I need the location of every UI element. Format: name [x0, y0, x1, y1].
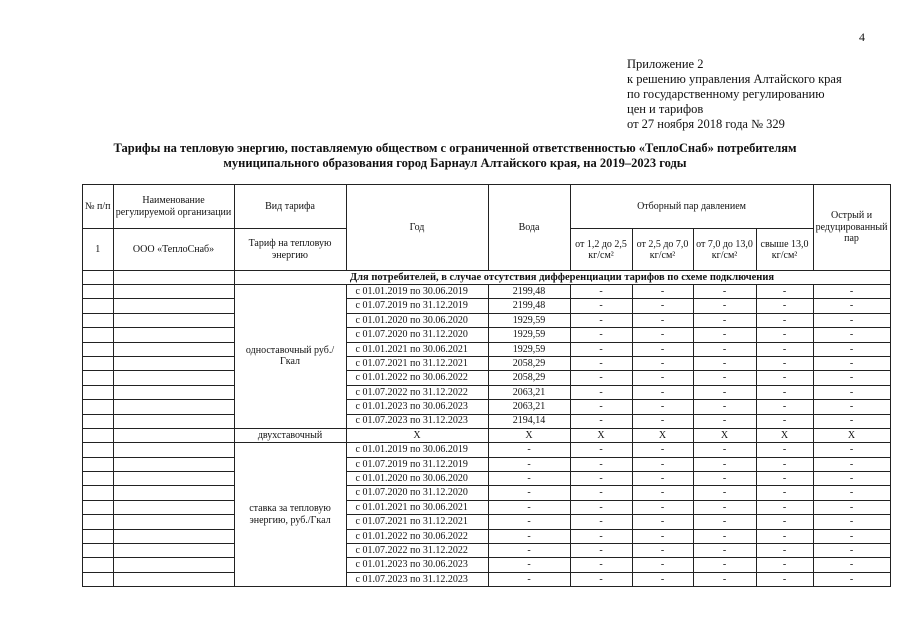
empty-cell [83, 400, 114, 414]
header-steam-2: от 2,5 до 7,0 кг/см² [632, 229, 693, 271]
energy-rate-row [83, 515, 891, 529]
steam-4-value: - [756, 356, 813, 370]
steam-3-value: - [693, 285, 756, 299]
document-title [80, 141, 830, 171]
empty-cell [83, 385, 114, 399]
steam-4-value: - [756, 299, 813, 313]
steam-2-value: - [632, 371, 693, 385]
single-rate-rows [83, 285, 891, 429]
empty-cell [113, 544, 234, 558]
water-value: 2199,48 [488, 285, 570, 299]
period-cell: с 01.01.2021 по 30.06.2021 [346, 500, 488, 514]
steam-4-value: - [756, 342, 813, 356]
empty-cell [113, 428, 234, 442]
tariff-table [82, 184, 891, 587]
steam-2-value: - [632, 328, 693, 342]
empty-cell [113, 515, 234, 529]
steam-1-value: - [570, 313, 632, 327]
period-cell: с 01.07.2021 по 31.12.2021 [346, 515, 488, 529]
steam-1-value: - [570, 328, 632, 342]
steam-4-value: - [756, 558, 813, 572]
period-cell: с 01.07.2022 по 31.12.2022 [346, 385, 488, 399]
water-value: - [488, 544, 570, 558]
period-cell: с 01.07.2023 по 31.12.2023 [346, 572, 488, 586]
two-rate-value: X [570, 428, 632, 442]
energy-rate-row [83, 472, 891, 486]
steam-2-value: - [632, 285, 693, 299]
two-rate-value: X [346, 428, 488, 442]
water-value: - [488, 486, 570, 500]
steam-4-value: - [756, 443, 813, 457]
period-cell: с 01.07.2021 по 31.12.2021 [346, 356, 488, 370]
steam-1-value: - [570, 472, 632, 486]
empty-cell [113, 486, 234, 500]
empty-cell [113, 500, 234, 514]
water-value: 1929,59 [488, 342, 570, 356]
steam-4-value: - [756, 414, 813, 428]
water-value: - [488, 558, 570, 572]
period-cell: с 01.07.2023 по 31.12.2023 [346, 414, 488, 428]
steam-2-value: - [632, 356, 693, 370]
info-num: 1 [83, 229, 114, 271]
single-rate-row [83, 385, 891, 399]
period-cell: с 01.07.2022 по 31.12.2022 [346, 544, 488, 558]
appendix-block [627, 57, 842, 132]
water-value: 1929,59 [488, 328, 570, 342]
steam-1-value: - [570, 558, 632, 572]
empty-cell [83, 428, 114, 442]
two-rate-value: X [488, 428, 570, 442]
empty-cell [83, 500, 114, 514]
sharp-steam-value: - [813, 299, 890, 313]
period-cell: с 01.07.2019 по 31.12.2019 [346, 457, 488, 471]
steam-1-value: - [570, 515, 632, 529]
steam-4-value: - [756, 328, 813, 342]
steam-1-value: - [570, 443, 632, 457]
header-steam-4: свыше 13,0 кг/см² [756, 229, 813, 271]
water-value: 2194,14 [488, 414, 570, 428]
two-rate-row [83, 428, 891, 442]
empty-cell [113, 572, 234, 586]
empty-cell [113, 328, 234, 342]
document-title-line-1: Тарифы на тепловую энергию, поставляемую обществом с ограниченной ответственностью «ТеплоСнаб» потребителям [113, 141, 797, 155]
sharp-steam-value: - [813, 414, 890, 428]
period-cell: с 01.01.2022 по 30.06.2022 [346, 371, 488, 385]
header-steam-group: Отборный пар давлением [570, 185, 813, 229]
sharp-steam-value: - [813, 457, 890, 471]
empty-cell [113, 558, 234, 572]
single-rate-row [83, 342, 891, 356]
steam-4-value: - [756, 385, 813, 399]
empty-cell [113, 285, 234, 299]
empty-cell [83, 271, 114, 285]
empty-cell [113, 356, 234, 370]
steam-1-value: - [570, 285, 632, 299]
empty-cell [113, 443, 234, 457]
steam-1-value: - [570, 400, 632, 414]
steam-3-value: - [693, 472, 756, 486]
empty-cell [113, 313, 234, 327]
empty-cell [83, 299, 114, 313]
energy-rate-row [83, 544, 891, 558]
period-cell: с 01.01.2021 по 30.06.2021 [346, 342, 488, 356]
period-cell: с 01.01.2020 по 30.06.2020 [346, 472, 488, 486]
two-rate-label: двухставочный [234, 428, 346, 442]
header-num: № п/п [83, 185, 114, 229]
sharp-steam-value: - [813, 285, 890, 299]
steam-3-value: - [693, 400, 756, 414]
two-rate-value: X [756, 428, 813, 442]
appendix-line: цен и тарифов [627, 102, 704, 116]
steam-3-value: - [693, 544, 756, 558]
header-org: Наименование регулируемой организации [113, 185, 234, 229]
steam-2-value: - [632, 313, 693, 327]
appendix-line: по государственному регулированию [627, 87, 825, 101]
sharp-steam-value: - [813, 385, 890, 399]
steam-4-value: - [756, 285, 813, 299]
empty-cell [113, 400, 234, 414]
steam-3-value: - [693, 356, 756, 370]
water-value: 2058,29 [488, 371, 570, 385]
header-sharp-steam: Острый и редуцированный пар [813, 185, 890, 271]
empty-cell [83, 457, 114, 471]
period-cell: с 01.01.2019 по 30.06.2019 [346, 285, 488, 299]
header-steam-1: от 1,2 до 2,5 кг/см² [570, 229, 632, 271]
info-org: ООО «ТеплоСнаб» [113, 229, 234, 271]
empty-cell [113, 529, 234, 543]
steam-1-value: - [570, 414, 632, 428]
sharp-steam-value: - [813, 544, 890, 558]
empty-cell [83, 472, 114, 486]
steam-2-value: - [632, 515, 693, 529]
steam-1-value: - [570, 529, 632, 543]
single-rate-row [83, 328, 891, 342]
steam-4-value: - [756, 544, 813, 558]
energy-rate-row [83, 529, 891, 543]
steam-3-value: - [693, 558, 756, 572]
steam-2-value: - [632, 443, 693, 457]
period-cell: с 01.07.2020 по 31.12.2020 [346, 486, 488, 500]
water-value: - [488, 515, 570, 529]
steam-2-value: - [632, 472, 693, 486]
steam-4-value: - [756, 486, 813, 500]
two-rate-value: X [813, 428, 890, 442]
sharp-steam-value: - [813, 500, 890, 514]
single-rate-row [83, 299, 891, 313]
steam-2-value: - [632, 400, 693, 414]
sharp-steam-value: - [813, 529, 890, 543]
steam-2-value: - [632, 572, 693, 586]
energy-rate-row [83, 443, 891, 457]
steam-4-value: - [756, 472, 813, 486]
energy-rate-row [83, 572, 891, 586]
steam-1-value: - [570, 486, 632, 500]
empty-cell [83, 414, 114, 428]
energy-rate-row [83, 558, 891, 572]
sharp-steam-value: - [813, 486, 890, 500]
steam-1-value: - [570, 356, 632, 370]
empty-cell [83, 515, 114, 529]
steam-2-value: - [632, 342, 693, 356]
info-tariff-type: Тариф на тепловую энергию [234, 229, 346, 271]
steam-3-value: - [693, 371, 756, 385]
water-value: - [488, 457, 570, 471]
empty-cell [83, 443, 114, 457]
steam-2-value: - [632, 414, 693, 428]
steam-2-value: - [632, 486, 693, 500]
water-value: - [488, 472, 570, 486]
header-row [83, 185, 891, 229]
sharp-steam-value: - [813, 328, 890, 342]
period-cell: с 01.07.2019 по 31.12.2019 [346, 299, 488, 313]
period-cell: с 01.01.2023 по 30.06.2023 [346, 558, 488, 572]
period-cell: с 01.01.2019 по 30.06.2019 [346, 443, 488, 457]
section-label: Для потребителей, в случае отсутствия дифференциации тарифов по схеме подключения [234, 271, 890, 285]
energy-rate-rows [83, 443, 891, 587]
single-rate-label: одноставочный руб./Гкал [234, 285, 346, 429]
empty-cell [83, 328, 114, 342]
empty-cell [113, 472, 234, 486]
single-rate-row [83, 400, 891, 414]
empty-cell [113, 271, 234, 285]
steam-1-value: - [570, 572, 632, 586]
single-rate-row [83, 371, 891, 385]
steam-3-value: - [693, 443, 756, 457]
steam-3-value: - [693, 385, 756, 399]
empty-cell [83, 572, 114, 586]
sharp-steam-value: - [813, 371, 890, 385]
sharp-steam-value: - [813, 313, 890, 327]
section-row [83, 271, 891, 285]
single-rate-row [83, 285, 891, 299]
empty-cell [83, 342, 114, 356]
energy-rate-row [83, 500, 891, 514]
empty-cell [113, 457, 234, 471]
empty-cell [83, 285, 114, 299]
page-number: 4 [859, 30, 865, 44]
steam-3-value: - [693, 299, 756, 313]
steam-4-value: - [756, 515, 813, 529]
empty-cell [83, 486, 114, 500]
water-value: - [488, 529, 570, 543]
steam-4-value: - [756, 572, 813, 586]
steam-3-value: - [693, 414, 756, 428]
water-value: 2058,29 [488, 356, 570, 370]
water-value: 2199,48 [488, 299, 570, 313]
steam-2-value: - [632, 299, 693, 313]
steam-1-value: - [570, 342, 632, 356]
empty-cell [83, 371, 114, 385]
empty-cell [113, 299, 234, 313]
steam-3-value: - [693, 486, 756, 500]
period-cell: с 01.01.2020 по 30.06.2020 [346, 313, 488, 327]
steam-3-value: - [693, 313, 756, 327]
sharp-steam-value: - [813, 443, 890, 457]
steam-2-value: - [632, 385, 693, 399]
sharp-steam-value: - [813, 572, 890, 586]
period-cell: с 01.01.2023 по 30.06.2023 [346, 400, 488, 414]
steam-2-value: - [632, 529, 693, 543]
empty-cell [113, 371, 234, 385]
sharp-steam-value: - [813, 400, 890, 414]
sharp-steam-value: - [813, 356, 890, 370]
two-rate-value: X [632, 428, 693, 442]
steam-1-value: - [570, 385, 632, 399]
sharp-steam-value: - [813, 515, 890, 529]
appendix-line: к решению управления Алтайского края [627, 72, 842, 86]
steam-1-value: - [570, 500, 632, 514]
empty-cell [83, 558, 114, 572]
steam-2-value: - [632, 544, 693, 558]
header-water: Вода [488, 185, 570, 271]
steam-2-value: - [632, 558, 693, 572]
empty-cell [83, 544, 114, 558]
period-cell: с 01.07.2020 по 31.12.2020 [346, 328, 488, 342]
energy-rate-row [83, 457, 891, 471]
water-value: 1929,59 [488, 313, 570, 327]
steam-1-value: - [570, 299, 632, 313]
water-value: - [488, 443, 570, 457]
steam-1-value: - [570, 544, 632, 558]
steam-3-value: - [693, 572, 756, 586]
water-value: 2063,21 [488, 385, 570, 399]
steam-1-value: - [570, 457, 632, 471]
steam-2-value: - [632, 457, 693, 471]
steam-3-value: - [693, 515, 756, 529]
period-cell: с 01.01.2022 по 30.06.2022 [346, 529, 488, 543]
empty-cell [83, 529, 114, 543]
energy-rate-row [83, 486, 891, 500]
document-title-line-2: муниципального образования город Барнаул Алтайского края, на 2019–2023 годы [223, 156, 687, 170]
header-tariff-type: Вид тарифа [234, 185, 346, 229]
energy-rate-label: ставка за тепловую энергию, руб./Гкал [234, 443, 346, 587]
steam-3-value: - [693, 328, 756, 342]
appendix-line: от 27 ноября 2018 года № 329 [627, 117, 785, 131]
steam-4-value: - [756, 500, 813, 514]
steam-3-value: - [693, 457, 756, 471]
steam-3-value: - [693, 500, 756, 514]
empty-cell [113, 414, 234, 428]
steam-2-value: - [632, 500, 693, 514]
sharp-steam-value: - [813, 472, 890, 486]
steam-3-value: - [693, 342, 756, 356]
empty-cell [83, 313, 114, 327]
steam-4-value: - [756, 529, 813, 543]
single-rate-row [83, 313, 891, 327]
single-rate-row [83, 414, 891, 428]
steam-4-value: - [756, 371, 813, 385]
steam-4-value: - [756, 457, 813, 471]
two-rate-value: X [693, 428, 756, 442]
empty-cell [113, 342, 234, 356]
steam-3-value: - [693, 529, 756, 543]
appendix-line: Приложение 2 [627, 57, 704, 71]
sharp-steam-value: - [813, 558, 890, 572]
water-value: - [488, 500, 570, 514]
header-year: Год [346, 185, 488, 271]
water-value: 2063,21 [488, 400, 570, 414]
water-value: - [488, 572, 570, 586]
header-steam-3: от 7,0 до 13,0 кг/см² [693, 229, 756, 271]
single-rate-row [83, 356, 891, 370]
steam-4-value: - [756, 313, 813, 327]
empty-cell [113, 385, 234, 399]
sharp-steam-value: - [813, 342, 890, 356]
empty-cell [83, 356, 114, 370]
steam-4-value: - [756, 400, 813, 414]
steam-1-value: - [570, 371, 632, 385]
